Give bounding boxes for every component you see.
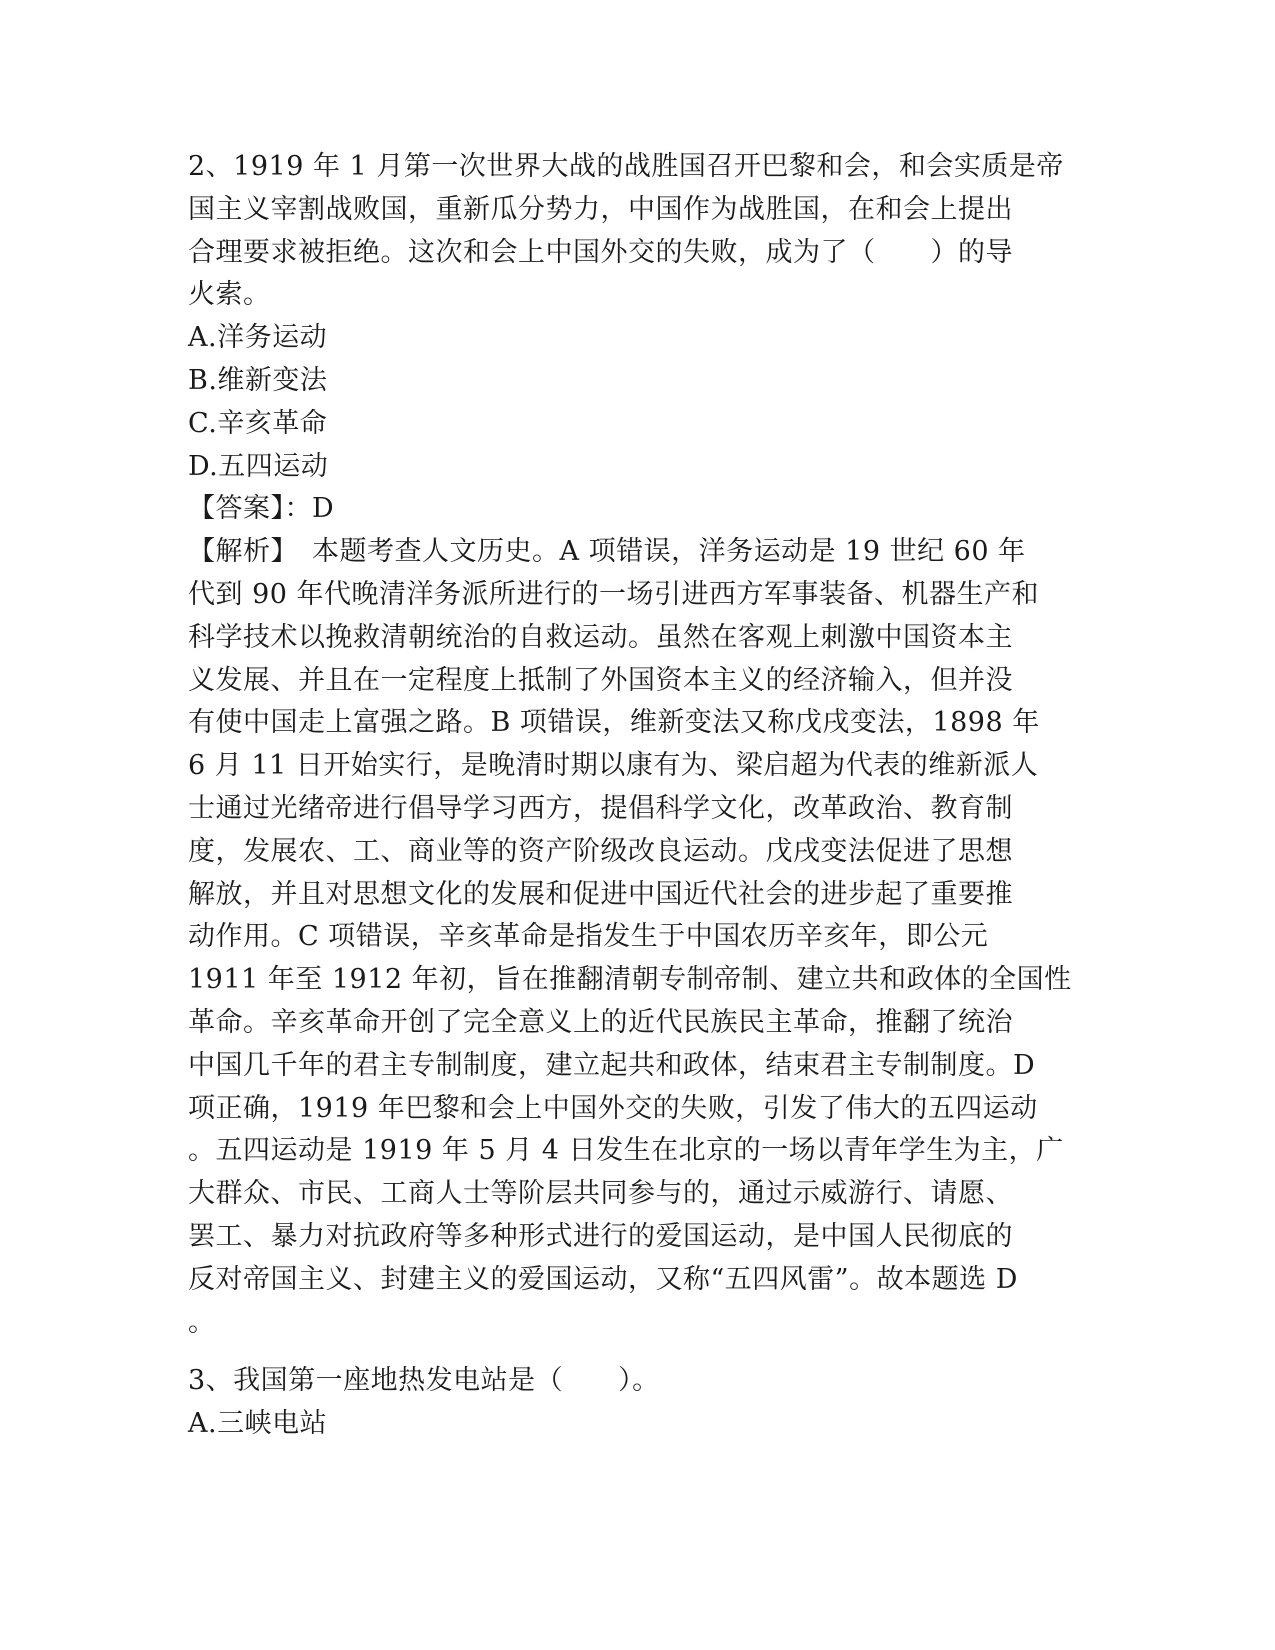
question-2-options — [188, 317, 1088, 488]
option-a: A.洋务运动 — [188, 322, 328, 354]
analysis-line: 动作用。C 项错误，辛亥革命是指发生于中国农历辛亥年，即公元 — [188, 921, 989, 953]
analysis-line: 1911 年至 1912 年初，旨在推翻清朝专制帝制、建立共和政体的全国性 — [188, 964, 1072, 996]
analysis-line: 【解析】 本题考查人文历史。A 项错误，洋务运动是 19 世纪 60 年 — [188, 536, 1026, 568]
stem-line: 火索。 — [188, 279, 271, 311]
analysis-line: 代到 90 年代晚清洋务派所进行的一场引进西方军事装备、机器生产和 — [188, 578, 1040, 610]
question-2-stem — [188, 146, 1088, 317]
question-3-stem — [188, 1360, 1088, 1403]
answer-line: 【答案】：D — [188, 493, 335, 525]
stem-line: 3、我国第一座地热发电站是（ ）。 — [188, 1365, 660, 1397]
stem-line: 2、1919 年 1 月第一次世界大战的战胜国召开巴黎和会，和会实质是帝 — [188, 151, 1064, 182]
analysis-line: 义发展、并且在一定程度上抵制了外国资本主义的经济输入，但并没 — [188, 664, 1013, 696]
analysis-line: 士通过光绪帝进行倡导学习西方，提倡科学文化，改革政治、教育制 — [188, 792, 1013, 824]
option-b: B.维新变法 — [188, 364, 328, 396]
stem-line: 合理要求被拒绝。这次和会上中国外交的失败，成为了（ ）的导 — [188, 236, 1013, 268]
analysis-line: 有使中国走上富强之路。B 项错误，维新变法又称戊戌变法，1898 年 — [188, 707, 1040, 739]
option-d: D.五四运动 — [188, 450, 329, 482]
analysis-line: 度，发展农、工、商业等的资产阶级改良运动。戊戌变法促进了思想 — [188, 835, 1013, 867]
question-3-options — [188, 1403, 1088, 1446]
analysis-line: 。 — [188, 1306, 216, 1338]
analysis-line: 。五四运动是 1919 年 5 月 4 日发生在北京的一场以青年学生为主，广 — [188, 1135, 1064, 1167]
analysis-line: 6 月 11 日开始实行，是晚清时期以康有为、梁启超为代表的维新派人 — [188, 750, 1039, 782]
stem-line: 国主义宰割战败国，重新瓜分势力，中国作为战胜国，在和会上提出 — [188, 193, 1013, 225]
question-spacer — [188, 1344, 1088, 1360]
analysis-line: 项正确，1919 年巴黎和会上中国外交的失败，引发了伟大的五四运动 — [188, 1092, 1038, 1124]
analysis-block — [188, 531, 1088, 1344]
question-3 — [188, 1360, 1088, 1446]
analysis-line: 解放，并且对思想文化的发展和促进中国近代社会的进步起了重要推 — [188, 878, 1013, 910]
analysis-line: 大群众、市民、工商人士等阶层共同参与的，通过示威游行、请愿、 — [188, 1178, 1013, 1210]
analysis-line: 中国几千年的君主专制制度，建立起共和政体，结束君主专制制度。D — [188, 1049, 1036, 1081]
page-content — [188, 146, 1088, 1446]
analysis-line: 罢工、暴力对抗政府等多种形式进行的爱国运动，是中国人民彻底的 — [188, 1220, 1013, 1252]
option-a: A.三峡电站 — [188, 1408, 328, 1440]
analysis-line: 反对帝国主义、封建主义的爱国运动，又称“五四风雷”。故本题选 D — [188, 1263, 1018, 1295]
option-c: C.辛亥革命 — [188, 407, 328, 439]
analysis-line: 革命。辛亥革命开创了完全意义上的近代民族民主革命，推翻了统治 — [188, 1006, 1013, 1038]
question-2 — [188, 146, 1088, 1344]
analysis-line: 科学技术以挽救清朝统治的自救运动。虽然在客观上刺激中国资本主 — [188, 621, 1013, 653]
